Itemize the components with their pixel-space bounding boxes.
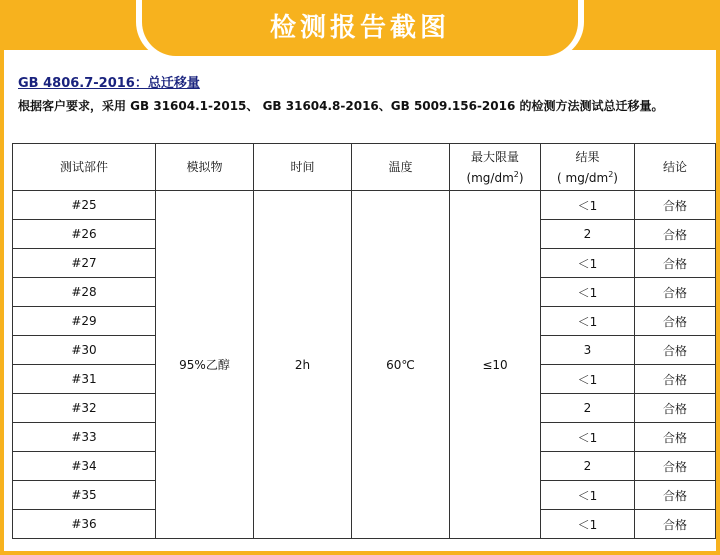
cell-result: ＜1 [541, 365, 635, 394]
cell-conclusion: 合格 [635, 423, 716, 452]
result-unit-text: ( mg/dm [557, 170, 609, 185]
table-body [13, 191, 716, 539]
cell-conclusion: 合格 [635, 249, 716, 278]
cell-part: #25 [13, 191, 156, 220]
table-header-row [13, 144, 716, 191]
cell-result: ＜1 [541, 423, 635, 452]
header-result-label: 结果 [575, 149, 600, 164]
header-max-limit-label: 最大限量 [470, 149, 519, 164]
header-part: 测试部件 [13, 144, 156, 191]
cell-result: 3 [541, 336, 635, 365]
cell-conclusion: 合格 [635, 394, 716, 423]
cell-conclusion: 合格 [635, 481, 716, 510]
cell-max-limit: ≤10 [450, 191, 541, 539]
header-simulant: 模拟物 [156, 144, 254, 191]
cell-time: 2h [254, 191, 352, 539]
header-time: 时间 [254, 144, 352, 191]
cell-temperature: 60℃ [352, 191, 450, 539]
cell-conclusion: 合格 [635, 365, 716, 394]
cell-part: #28 [13, 278, 156, 307]
max-limit-unit-sup: 2 [513, 169, 519, 179]
cell-part: #26 [13, 220, 156, 249]
cell-conclusion: 合格 [635, 307, 716, 336]
cell-conclusion: 合格 [635, 452, 716, 481]
cell-conclusion: 合格 [635, 510, 716, 539]
cell-result: ＜1 [541, 510, 635, 539]
cell-result: ＜1 [541, 191, 635, 220]
cell-result: ＜1 [541, 481, 635, 510]
standard-heading: GB 4806.7-2016：总迁移量 [18, 76, 200, 91]
cell-part: #34 [13, 452, 156, 481]
header-result [541, 144, 635, 191]
cell-part: #35 [13, 481, 156, 510]
cell-part: #32 [13, 394, 156, 423]
cell-simulant: 95%乙醇 [156, 191, 254, 539]
cell-conclusion: 合格 [635, 220, 716, 249]
cell-result: 2 [541, 220, 635, 249]
cell-conclusion: 合格 [635, 278, 716, 307]
cell-part: #29 [13, 307, 156, 336]
results-table [12, 143, 716, 539]
max-limit-unit-text: (mg/dm [466, 170, 514, 185]
cell-part: #33 [13, 423, 156, 452]
cell-part: #30 [13, 336, 156, 365]
cell-result: ＜1 [541, 307, 635, 336]
result-unit-close: ) [613, 170, 618, 185]
page-title: 检测报告截图 [269, 13, 450, 43]
cell-result: 2 [541, 452, 635, 481]
header-conclusion: 结论 [635, 144, 716, 191]
header-result-unit [541, 166, 634, 187]
max-limit-unit-close: ) [518, 170, 524, 185]
cell-result: ＜1 [541, 249, 635, 278]
cell-part: #31 [13, 365, 156, 394]
cell-conclusion: 合格 [635, 191, 716, 220]
header-max-limit [450, 144, 541, 191]
result-unit-sup: 2 [608, 169, 614, 179]
cell-conclusion: 合格 [635, 336, 716, 365]
cell-result: 2 [541, 394, 635, 423]
cell-result: ＜1 [541, 278, 635, 307]
table-row [13, 191, 716, 220]
header-temperature: 温度 [352, 144, 450, 191]
header-max-limit-unit [450, 166, 540, 187]
cell-part: #27 [13, 249, 156, 278]
test-description: 根据客户要求，采用 GB 31604.1-2015、 GB 31604.8-2016、GB 5009.156-2016 的检测方法测试总迁移量。 [18, 99, 664, 113]
cell-part: #36 [13, 510, 156, 539]
